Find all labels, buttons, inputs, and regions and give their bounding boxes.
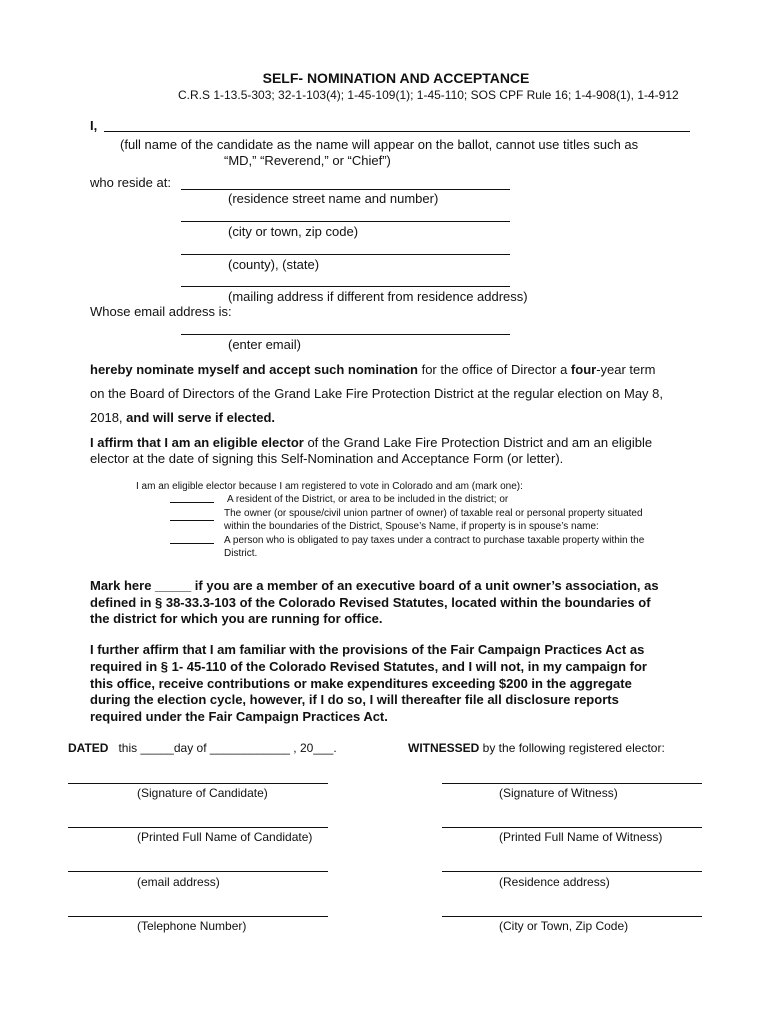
eligibility-option-3b: District. xyxy=(224,548,258,559)
witness-signature-line[interactable] xyxy=(442,783,702,784)
eligibility-option-3a: A person who is obligated to pay taxes under a contract to purchase taxable property within the xyxy=(224,535,645,546)
nomination-line-1: hereby nominate myself and accept such nomination for the office of Director a four-year term xyxy=(90,362,656,377)
nomination-line-3: 2018, and will serve if elected. xyxy=(90,410,275,425)
exec-board-line-3: the district for which you are running for office. xyxy=(90,611,383,626)
exec-board-line-1: Mark here _____ if you are a member of an executive board of a unit owner’s association, as xyxy=(90,578,659,593)
candidate-printed-name-line[interactable] xyxy=(68,827,328,828)
witness-city-line[interactable] xyxy=(442,916,702,917)
fcpa-line-2: required in § 1- 45-110 of the Colorado Revised Statutes, and I will not, in my campaign for xyxy=(90,659,647,674)
county-line[interactable] xyxy=(181,254,510,255)
witnessed-label: WITNESSED xyxy=(408,741,480,755)
nomination-line-2: on the Board of Directors of the Grand Lake Fire Protection District at the regular election on May 8, xyxy=(90,386,664,401)
affirm-line-2: elector at the date of signing this Self-Nomination and Acceptance Form (or letter). xyxy=(90,451,564,466)
street-hint: (residence street name and number) xyxy=(228,191,439,206)
eligibility-intro: I am an eligible elector because I am registered to vote in Colorado and am (mark one): xyxy=(136,481,523,492)
fcpa-line-1: I further affirm that I am familiar with the provisions of the Fair Campaign Practices Act as xyxy=(90,642,645,657)
dated-text[interactable]: this _____day of ____________ , 20___. xyxy=(118,741,337,755)
name-prefix: I, xyxy=(90,118,98,133)
candidate-email-line[interactable] xyxy=(68,871,328,872)
street-line[interactable] xyxy=(181,189,510,190)
residence-label: who reside at: xyxy=(90,175,171,190)
eligibility-mark-2[interactable] xyxy=(170,520,214,521)
eligibility-mark-3[interactable] xyxy=(170,543,214,544)
candidate-signature-label: (Signature of Candidate) xyxy=(137,786,268,800)
name-instruction-1: (full name of the candidate as the name will appear on the ballot, cannot use titles such as xyxy=(120,137,639,152)
candidate-phone-label: (Telephone Number) xyxy=(137,919,247,933)
witnessed-row: WITNESSED by the following registered elector: xyxy=(408,741,665,755)
affirm-line-1: I affirm that I am an eligible elector of the Grand Lake Fire Protection District and am an eligible xyxy=(90,435,653,450)
fcpa-line-4: during the election cycle, however, if I do so, I will thereafter file all disclosure reports xyxy=(90,692,619,707)
nomination-bold: hereby nominate myself and accept such nomination xyxy=(90,362,418,377)
candidate-name-line[interactable] xyxy=(104,131,690,132)
witness-address-line[interactable] xyxy=(442,871,702,872)
witness-address-label: (Residence address) xyxy=(499,875,610,889)
fcpa-line-3: this office, receive contributions or make expenditures exceeding $200 in the aggregate xyxy=(90,676,632,691)
form-title: SELF- NOMINATION AND ACCEPTANCE xyxy=(262,70,530,86)
witness-printed-name-line[interactable] xyxy=(442,827,702,828)
witness-signature-label: (Signature of Witness) xyxy=(499,786,618,800)
statute-citation: C.R.S 1-13.5-303; 32-1-103(4); 1-45-109(1); 1-45-110; SOS CPF Rule 16; 1-4-908(1), 1-4-912 xyxy=(178,88,679,102)
name-instruction-2: “MD,” “Reverend,” or “Chief”) xyxy=(224,153,391,168)
eligibility-mark-1[interactable] xyxy=(170,502,214,503)
eligibility-option-2b: within the boundaries of the District, Spouse’s Name, if property is in spouse’s name: xyxy=(224,521,599,532)
city-line[interactable] xyxy=(181,221,510,222)
dated-label: DATED xyxy=(68,741,109,755)
fcpa-line-5: required under the Fair Campaign Practices Act. xyxy=(90,709,388,724)
email-hint: (enter email) xyxy=(228,337,301,352)
city-hint: (city or town, zip code) xyxy=(228,224,359,239)
witness-printed-name-label: (Printed Full Name of Witness) xyxy=(499,830,663,844)
county-hint: (county), (state) xyxy=(228,257,320,272)
email-line[interactable] xyxy=(181,334,510,335)
dated-row xyxy=(68,741,337,755)
mailing-line[interactable] xyxy=(181,286,510,287)
email-label: Whose email address is: xyxy=(90,304,232,319)
candidate-phone-line[interactable] xyxy=(68,916,328,917)
candidate-email-label: (email address) xyxy=(137,875,220,889)
eligibility-option-2a: The owner (or spouse/civil union partner of owner) of taxable real or personal property situated xyxy=(224,508,643,519)
exec-board-line-2: defined in § 38-33.3-103 of the Colorado Revised Statutes, located within the boundaries of xyxy=(90,595,651,610)
mailing-hint: (mailing address if different from residence address) xyxy=(228,289,528,304)
candidate-printed-name-label: (Printed Full Name of Candidate) xyxy=(137,830,313,844)
eligibility-option-1: A resident of the District, or area to be included in the district; or xyxy=(227,494,509,505)
witness-city-label: (City or Town, Zip Code) xyxy=(499,919,629,933)
candidate-signature-line[interactable] xyxy=(68,783,328,784)
